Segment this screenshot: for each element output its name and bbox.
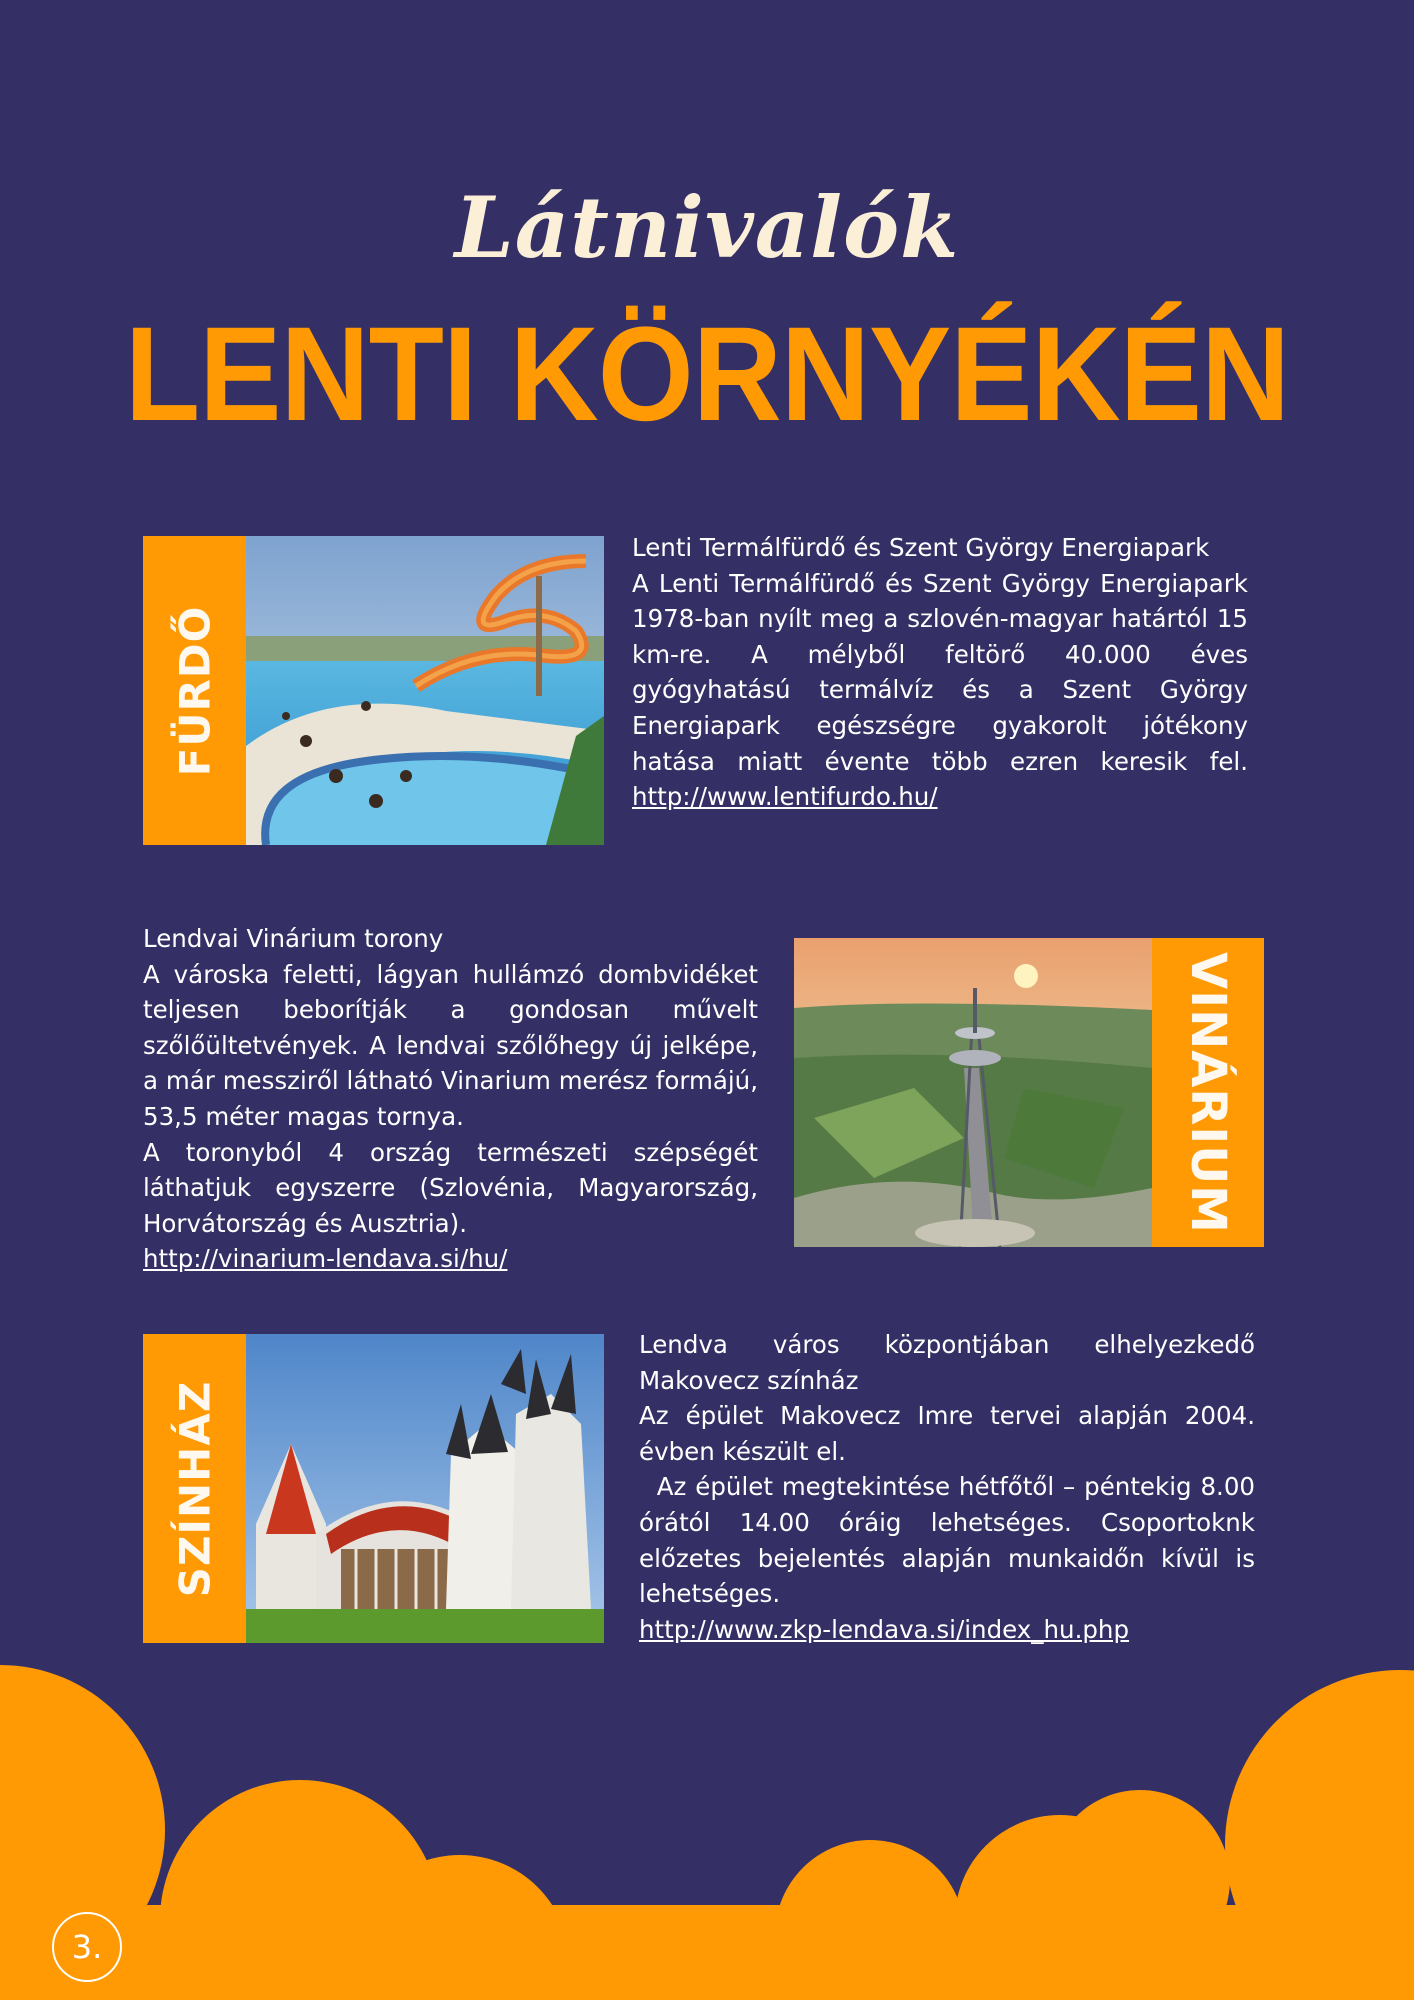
section-title: Lendva város központjában elhelyezkedő Makovecz színház bbox=[639, 1330, 1255, 1395]
section-body: Az épület Makovecz Imre tervei alapján 2004. évben készült el. bbox=[639, 1401, 1255, 1466]
section-title: Lendvai Vinárium torony bbox=[143, 924, 444, 953]
section-tab-label: SZÍNHÁZ bbox=[170, 1380, 220, 1597]
website-link[interactable]: http://www.lentifurdo.hu/ bbox=[632, 782, 938, 812]
section-tab-label: FÜRDŐ bbox=[170, 605, 220, 776]
website-link[interactable]: http://vinarium-lendava.si/hu/ bbox=[143, 1244, 508, 1274]
website-link[interactable]: http://www.zkp-lendava.si/index_hu.php bbox=[639, 1614, 1129, 1644]
script-title: Látnivalók bbox=[454, 178, 960, 277]
section-title: Lenti Termálfürdő és Szent György Energiapark bbox=[632, 533, 1210, 562]
section-tab-label: VINÁRIUM bbox=[1180, 951, 1236, 1234]
page-title: LENTI KÖRNYÉKÉN bbox=[124, 300, 1290, 449]
section-body: A Lenti Termálfürdő és Szent György Energiapark 1978-ban nyílt meg a szlovén-magyar határtól 15 km-re. A mélyből feltörő 40.000 éves gyógyhatású termálvíz és a Szent György Energiapark egészségre gyakorolt jótékony hatása miatt évente több ezren keresik fel. http://www.lentifurdo.hu/ bbox=[632, 568, 1248, 812]
section-body: A toronyból 4 ország természeti szépségét láthatjuk egyszerre (Szlovénia, Magyarország, Horvátország és Ausztria). bbox=[143, 1137, 758, 1238]
page-number: 3. bbox=[52, 1912, 122, 1982]
section-body: A városka feletti, lágyan hullámzó dombvidéket teljesen beborítják a gondosan művelt szőlőültetvények. A lendvai szőlőhegy új jelképe, a már messziről látható Vinarium merész formájú, 53,5 méter magas tornya. bbox=[143, 959, 758, 1131]
section-body: Az épület megtekintése hétfőtől – péntekig 8.00 órától 14.00 óráig lehetséges. Csoportoknk előzetes bejelentés alapján munkaidőn kívül is lehetséges. bbox=[639, 1472, 1255, 1609]
